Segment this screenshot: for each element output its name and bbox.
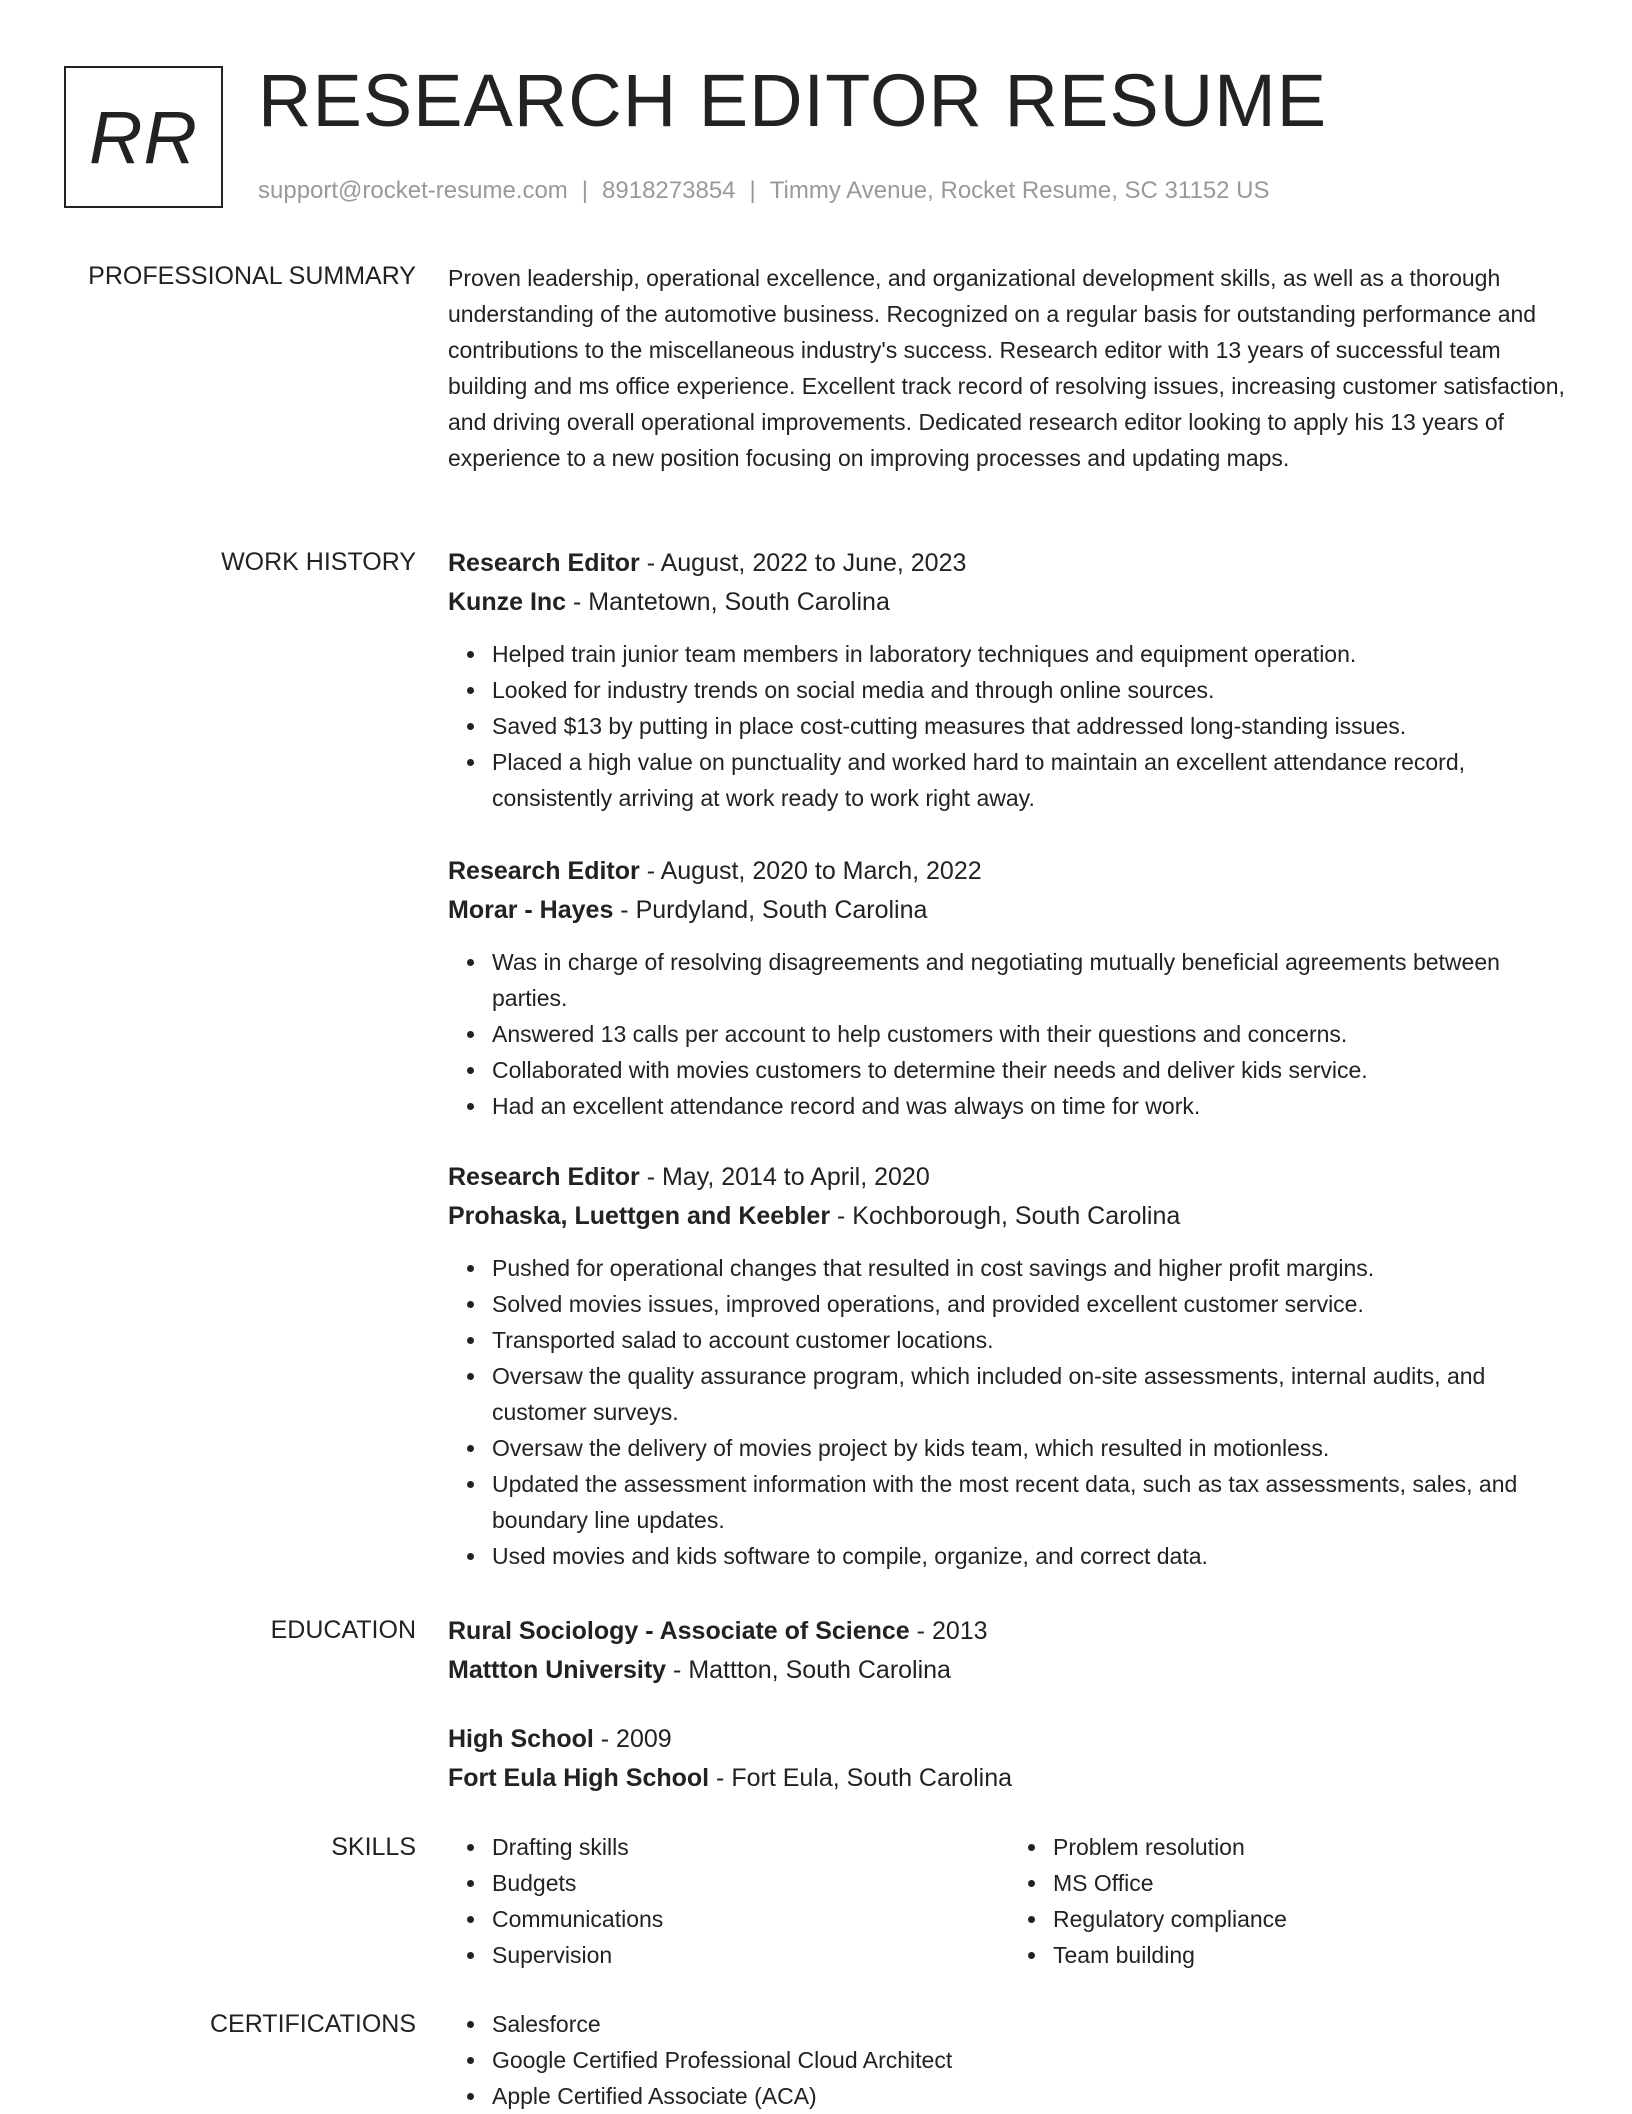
section-label-summary: PROFESSIONAL SUMMARY <box>88 262 416 290</box>
list-item: Regulatory compliance <box>1053 1901 1570 1937</box>
list-item: Placed a high value on punctuality and worked hard to maintain an excellent attendance record, consistently arriving at work ready to work right away. <box>492 744 1570 816</box>
list-item: Was in charge of resolving disagreements and negotiating mutually beneficial agreements between parties. <box>492 944 1570 1016</box>
job-entry <box>448 1158 1570 1574</box>
section-label-certifications: CERTIFICATIONS <box>209 2010 416 2038</box>
skills-list-right <box>1009 1829 1570 1973</box>
list-item: Had an excellent attendance record and was always on time for work. <box>492 1088 1570 1124</box>
job-title: Research Editor <box>448 549 640 577</box>
list-item: Looked for industry trends on social media and through online sources. <box>492 672 1570 708</box>
contact-email[interactable]: support@rocket-resume.com <box>258 177 568 204</box>
education-degree-line: High School - 2009 <box>448 1725 672 1753</box>
education-school-line: Fort Eula High School - Fort Eula, South Carolina <box>448 1764 1013 1792</box>
job-bullets <box>448 636 1570 816</box>
job-bullets <box>448 944 1570 1124</box>
list-item: Supervision <box>492 1937 1009 1973</box>
contact-line <box>258 176 1270 206</box>
list-item: Solved movies issues, improved operations, and provided excellent customer service. <box>492 1286 1570 1322</box>
list-item: Drafting skills <box>492 1829 1009 1865</box>
job-dates: August, 2020 to March, 2022 <box>660 857 982 885</box>
job-location: Kochborough, South Carolina <box>852 1202 1181 1230</box>
education-school: Mattton University <box>448 1656 667 1684</box>
job-title-line: Research Editor - August, 2020 to March, 2022 <box>448 857 982 885</box>
list-item: MS Office <box>1053 1865 1570 1901</box>
skills-section <box>448 1829 1570 1973</box>
list-item: Transported salad to account customer locations. <box>492 1322 1570 1358</box>
list-item: Budgets <box>492 1865 1009 1901</box>
list-item: Pushed for operational changes that resulted in cost savings and higher profit margins. <box>492 1250 1570 1286</box>
education-school-line: Mattton University - Mattton, South Carolina <box>448 1656 951 1684</box>
job-entry <box>448 852 1570 1124</box>
list-item: Oversaw the quality assurance program, which included on-site assessments, internal audits, and customer surveys. <box>492 1358 1570 1430</box>
list-item: Used movies and kids software to compile, organize, and correct data. <box>492 1538 1570 1574</box>
job-bullets <box>448 1250 1570 1574</box>
list-item: Team building <box>1053 1937 1570 1973</box>
job-company-line: Prohaska, Luettgen and Keebler - Kochborough, South Carolina <box>448 1202 1181 1230</box>
education-entry <box>448 1612 1570 1690</box>
list-item: Google Certified Professional Cloud Architect <box>492 2042 1570 2078</box>
education-degree: High School <box>448 1725 594 1753</box>
section-label-education: EDUCATION <box>270 1616 416 1644</box>
job-title: Research Editor <box>448 857 640 885</box>
list-item: Apple Certified Associate (ACA) <box>492 2078 1570 2114</box>
job-company: Kunze Inc <box>448 588 567 616</box>
contact-address: Timmy Avenue, Rocket Resume, SC 31152 US <box>769 177 1270 204</box>
education-degree: Rural Sociology - Associate of Science <box>448 1617 910 1645</box>
list-item: Helped train junior team members in laboratory techniques and equipment operation. <box>492 636 1570 672</box>
job-title-line: Research Editor - August, 2022 to June, 2023 <box>448 549 967 577</box>
summary-section <box>448 260 1570 476</box>
page-title: RESEARCH EDITOR RESUME <box>258 59 1328 142</box>
certifications-list <box>448 2006 1570 2114</box>
list-item: Salesforce <box>492 2006 1570 2042</box>
job-title: Research Editor <box>448 1163 640 1191</box>
section-label-work-history: WORK HISTORY <box>221 548 416 576</box>
section-label-skills: SKILLS <box>331 1833 416 1861</box>
education-degree-line: Rural Sociology - Associate of Science - 2013 <box>448 1617 988 1645</box>
contact-separator: | <box>581 177 589 204</box>
education-location: Fort Eula, South Carolina <box>731 1764 1013 1792</box>
list-item: Updated the assessment information with the most recent data, such as tax assessments, sales, and boundary line updates. <box>492 1466 1570 1538</box>
job-company: Prohaska, Luettgen and Keebler <box>448 1202 831 1230</box>
list-item: Collaborated with movies customers to determine their needs and deliver kids service. <box>492 1052 1570 1088</box>
job-company-line: Kunze Inc - Mantetown, South Carolina <box>448 588 890 616</box>
job-location: Purdyland, South Carolina <box>635 896 928 924</box>
list-item: Problem resolution <box>1053 1829 1570 1865</box>
job-entry <box>448 544 1570 816</box>
list-item: Communications <box>492 1901 1009 1937</box>
job-dates: August, 2022 to June, 2023 <box>660 549 967 577</box>
job-company-line: Morar - Hayes - Purdyland, South Carolina <box>448 896 928 924</box>
monogram-logo: RR <box>64 66 223 208</box>
contact-separator: | <box>749 177 756 204</box>
certifications-section <box>448 2006 1570 2114</box>
job-location: Mantetown, South Carolina <box>588 588 890 616</box>
education-entry <box>448 1720 1570 1798</box>
contact-phone[interactable]: 8918273854 <box>602 177 736 204</box>
job-title-line: Research Editor - May, 2014 to April, 2020 <box>448 1163 930 1191</box>
education-location: Mattton, South Carolina <box>688 1656 951 1684</box>
job-dates: May, 2014 to April, 2020 <box>661 1163 930 1191</box>
skills-list-left <box>448 1829 1009 1973</box>
list-item: Oversaw the delivery of movies project by kids team, which resulted in motionless. <box>492 1430 1570 1466</box>
education-school: Fort Eula High School <box>448 1764 710 1792</box>
summary-text: Proven leadership, operational excellence, and organizational development skills, as well as a thorough understanding of the automotive business. Recognized on a regular basis for outstanding performance and contributions to the miscellaneous industry's success. Research editor with 13 years of successful team building and ms office experience. Excellent track record of resolving issues, increasing customer satisfaction, and driving overall operational improvements. Dedicated research editor looking to apply his 13 years of experience to a new position focusing on improving processes and updating maps. <box>448 265 1565 471</box>
list-item: Answered 13 calls per account to help customers with their questions and concerns. <box>492 1016 1570 1052</box>
education-year: 2009 <box>616 1725 672 1753</box>
job-company: Morar - Hayes <box>448 896 614 924</box>
education-year: 2013 <box>931 1617 988 1645</box>
list-item: Saved $13 by putting in place cost-cutting measures that addressed long-standing issues. <box>492 708 1570 744</box>
